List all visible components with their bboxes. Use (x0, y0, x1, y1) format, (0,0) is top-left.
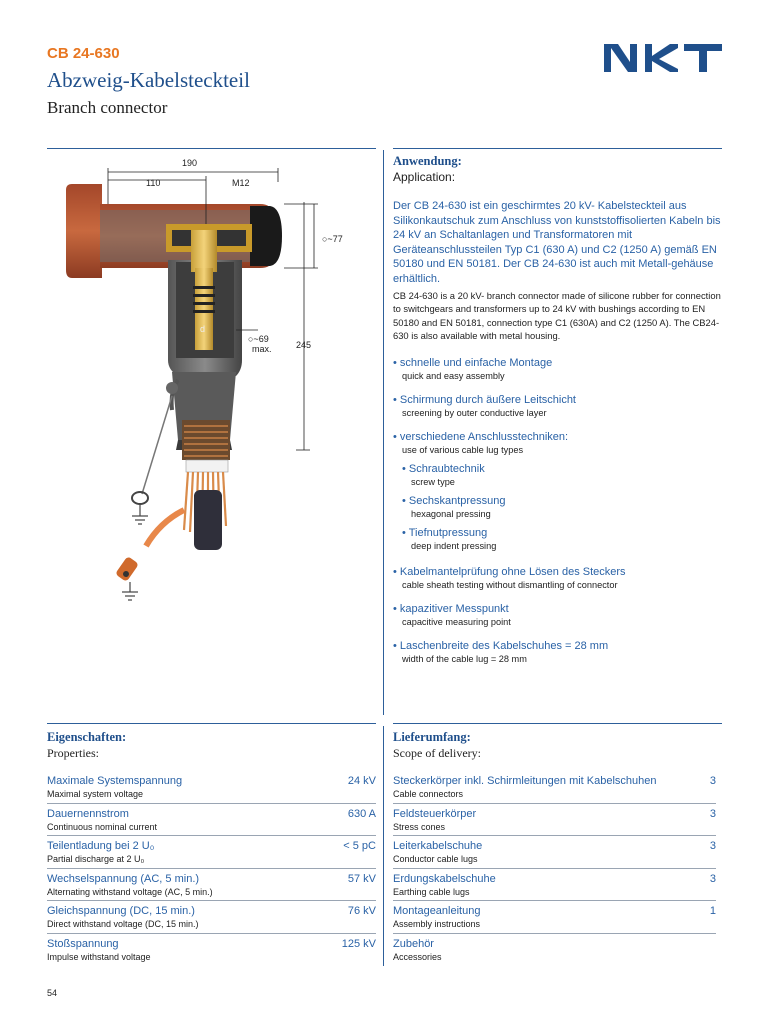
application-section (393, 154, 723, 665)
connector-drawing (60, 150, 360, 620)
properties-heading: Eigenschaften: (47, 730, 127, 744)
list-item: • Tiefnutpressung deep indent pressing (402, 526, 497, 551)
dim-label: M12 (232, 178, 250, 188)
logo-text: NKT (604, 42, 606, 43)
table-row: Stoßspannung Impulse withstand voltage 125 kV (47, 937, 376, 962)
cable (194, 490, 222, 550)
conductor-pin (191, 230, 217, 272)
bushing-flange (66, 184, 102, 278)
list-item: • schnelle und einfache Montage quick and easy assembly (393, 356, 553, 381)
list-item: • kapazitiver Messpunkt capacitive measuring point (393, 602, 511, 627)
dim-label: d (200, 324, 206, 334)
delivery-heading: Lieferumfang: (393, 730, 471, 744)
table-row: Zubehör Accessories (393, 937, 442, 962)
list-item: • Schirmung durch äußere Leitschicht screening by outer conductive layer (393, 393, 576, 418)
table-row: Steckerkörper inkl. Schirmleitungen mit Kabelschuhen Cable connectors 3 (393, 771, 716, 804)
divider (47, 723, 376, 724)
dim-label: max. (252, 344, 272, 354)
table-row: Gleichspannung (DC, 15 min.) Direct withstand voltage (DC, 15 min.) 76 kV (47, 901, 376, 934)
list-item: • Kabelmantelprüfung ohne Lösen des Steckers cable sheath testing without dismantling of connector (393, 565, 626, 590)
page-subtitle: Branch connector (47, 98, 168, 117)
column-divider (383, 150, 384, 715)
table-row: Leiterkabelschuhe Conductor cable lugs 3 (393, 836, 716, 869)
end-cap (250, 206, 282, 266)
table-row: Wechselspannung (AC, 5 min.) Alternating withstand voltage (AC, 5 min.) 57 kV (47, 869, 376, 902)
list-item: • Sechskantpressung hexagonal pressing (402, 494, 506, 519)
nkt-logo (604, 42, 722, 74)
delivery-table (393, 730, 716, 966)
properties-table (47, 730, 376, 966)
application-text-de: Der CB 24-630 ist ein geschirmtes 20 kV- Kabelsteckteil aus Silikonkautschuk zum Anschluss von kunststoffisolierten Kabeln bis 24 kV an Schaltanlagen und Transformatoren mit Geräteanschlussteilen Typ C1 (630 A) und C2 (1250 A) gemäß EN 50180 und EN 50181. Der CB 24-630 ist auch mit Metall-gehäuse erhältlich. (393, 200, 721, 285)
table-row: Maximale Systemspannung Maximal system voltage 24 kV (47, 771, 376, 804)
application-heading-en: Application: (393, 170, 456, 184)
dim-label: ○~77 (322, 234, 343, 244)
earth-cable (146, 510, 184, 546)
dim-label: 110 (146, 178, 161, 188)
dim-label: 190 (182, 158, 198, 168)
divider (47, 148, 376, 149)
list-item: • Laschenbreite des Kabelschuhes = 28 mm width of the cable lug = 28 mm (393, 639, 609, 664)
page-title: Abzweig-Kabelsteckteil (47, 68, 250, 92)
properties-heading-en: Properties: (47, 746, 99, 760)
application-text-en: CB 24-630 is a 20 kV- branch connector made of silicone rubber for connection to switchgears and transformers up to 24 kV with bushings according to EN 50180 and EN 50181, connection type C1 (630A) and C2 (1250 A). The CB24-630 is also available with metal housing. (393, 289, 721, 342)
list-item: • verschiedene Anschlusstechniken: use of various cable lug types (393, 430, 569, 455)
table-row: Feldsteuerkörper Stress cones 3 (393, 804, 716, 837)
divider (393, 148, 722, 149)
dim-label: ○~69 (248, 334, 269, 344)
table-row: Erdungskabelschuhe Earthing cable lugs 3 (393, 869, 716, 902)
table-row: Dauernennstrom Continuous nominal current 630 A (47, 804, 376, 837)
column-divider (383, 726, 384, 966)
divider (393, 723, 722, 724)
dim-label: 245 (296, 340, 312, 350)
table-row: Teilentladung bei 2 U₀ Partial discharge at 2 U₀ < 5 pC (47, 836, 376, 869)
product-code: CB 24-630 (47, 45, 120, 62)
application-heading: Anwendung: (393, 154, 462, 168)
delivery-heading-en: Scope of delivery: (393, 746, 481, 760)
table-row: Montageanleitung Assembly instructions 1 (393, 901, 716, 934)
list-item: • Schraubtechnik screw type (402, 462, 485, 487)
page-number: 54 (47, 988, 58, 998)
